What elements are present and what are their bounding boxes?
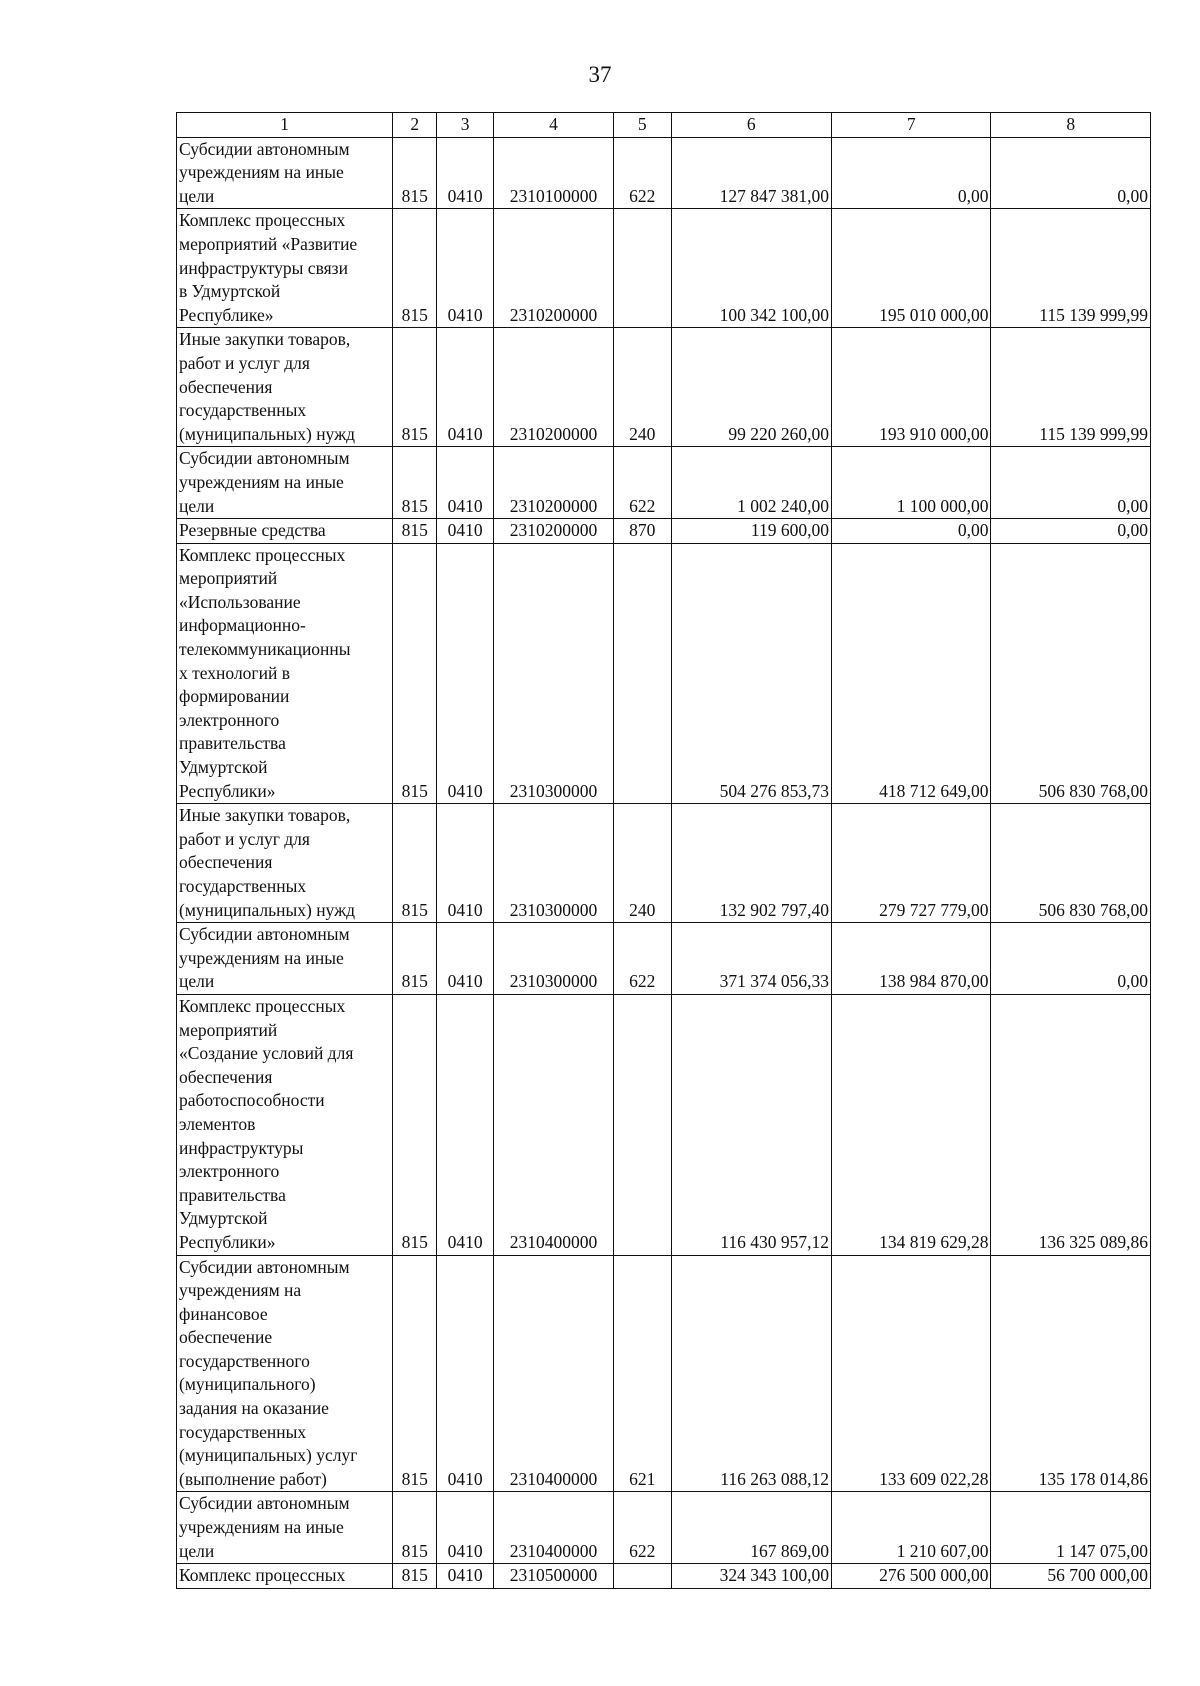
- ministry-code-cell: 815: [392, 1492, 436, 1564]
- table-row: [177, 447, 1151, 519]
- section-code-cell: 0410: [437, 137, 494, 209]
- amount-col6-cell: 100 342 100,00: [671, 209, 831, 328]
- section-code-cell: 0410: [437, 447, 494, 519]
- amount-col6-cell: 99 220 260,00: [671, 328, 831, 447]
- expense-type-cell: 622: [614, 923, 672, 995]
- amount-col7-cell: 195 010 000,00: [832, 209, 991, 328]
- amount-col6-cell: 371 374 056,33: [671, 923, 831, 995]
- target-article-cell: 2310500000: [493, 1564, 613, 1589]
- ministry-code-cell: 815: [392, 447, 436, 519]
- ministry-code-cell: 815: [392, 1255, 436, 1492]
- target-article-cell: 2310400000: [493, 1492, 613, 1564]
- amount-col7-cell: 1 210 607,00: [832, 1492, 991, 1564]
- ministry-code-cell: 815: [392, 543, 436, 804]
- expense-type-cell: [614, 543, 672, 804]
- ministry-code-cell: 815: [392, 519, 436, 544]
- section-code-cell: 0410: [437, 804, 494, 923]
- ministry-code-cell: 815: [392, 994, 436, 1255]
- section-code-cell: 0410: [437, 209, 494, 328]
- item-name-cell: Иные закупки товаров, работ и услуг для обеспечения государственных (муниципальных) нужд: [177, 804, 393, 923]
- target-article-cell: 2310200000: [493, 328, 613, 447]
- item-name-cell: Комплекс процессных: [177, 1564, 393, 1589]
- section-code-cell: 0410: [437, 328, 494, 447]
- page-number: 37: [588, 62, 612, 87]
- amount-col6-cell: 504 276 853,73: [671, 543, 831, 804]
- budget-table: [176, 112, 1151, 1589]
- amount-col8-cell: 115 139 999,99: [991, 209, 1151, 328]
- amount-col7-cell: 418 712 649,00: [832, 543, 991, 804]
- item-name-cell: Комплекс процессных мероприятий «Создание условий для обеспечения работоспособности элементов инфраструктуры электронного правительства Удмуртской Республики»: [177, 994, 393, 1255]
- column-header: 8: [991, 113, 1151, 138]
- item-name-cell: Комплекс процессных мероприятий «Использование информационно- телекоммуникационны х технологий в формировании электронного правительства Удмуртской Республики»: [177, 543, 393, 804]
- ministry-code-cell: 815: [392, 137, 436, 209]
- item-name-cell: Субсидии автономным учреждениям на иные цели: [177, 137, 393, 209]
- table-row: [177, 1255, 1151, 1492]
- target-article-cell: 2310100000: [493, 137, 613, 209]
- column-header: 2: [392, 113, 436, 138]
- column-header: 4: [493, 113, 613, 138]
- amount-col6-cell: 116 430 957,12: [671, 994, 831, 1255]
- amount-col7-cell: 0,00: [832, 519, 991, 544]
- table-row: [177, 137, 1151, 209]
- target-article-cell: 2310300000: [493, 923, 613, 995]
- amount-col8-cell: 136 325 089,86: [991, 994, 1151, 1255]
- item-name-cell: Субсидии автономным учреждениям на иные цели: [177, 923, 393, 995]
- table-row: [177, 994, 1151, 1255]
- section-code-cell: 0410: [437, 1564, 494, 1589]
- column-header: 7: [832, 113, 991, 138]
- amount-col6-cell: 119 600,00: [671, 519, 831, 544]
- table-row: [177, 923, 1151, 995]
- amount-col6-cell: 324 343 100,00: [671, 1564, 831, 1589]
- column-header: 3: [437, 113, 494, 138]
- amount-col6-cell: 167 869,00: [671, 1492, 831, 1564]
- table-row: [177, 1492, 1151, 1564]
- table-row: [177, 328, 1151, 447]
- amount-col6-cell: 132 902 797,40: [671, 804, 831, 923]
- table-row: [177, 519, 1151, 544]
- amount-col8-cell: 56 700 000,00: [991, 1564, 1151, 1589]
- amount-col8-cell: 0,00: [991, 923, 1151, 995]
- expense-type-cell: [614, 209, 672, 328]
- item-name-cell: Субсидии автономным учреждениям на иные цели: [177, 1492, 393, 1564]
- target-article-cell: 2310200000: [493, 519, 613, 544]
- amount-col7-cell: 133 609 022,28: [832, 1255, 991, 1492]
- table-row: [177, 1564, 1151, 1589]
- header-row: [177, 113, 1151, 138]
- ministry-code-cell: 815: [392, 923, 436, 995]
- amount-col6-cell: 116 263 088,12: [671, 1255, 831, 1492]
- expense-type-cell: 622: [614, 1492, 672, 1564]
- expense-type-cell: 870: [614, 519, 672, 544]
- amount-col8-cell: 115 139 999,99: [991, 328, 1151, 447]
- target-article-cell: 2310400000: [493, 994, 613, 1255]
- amount-col8-cell: 0,00: [991, 519, 1151, 544]
- target-article-cell: 2310400000: [493, 1255, 613, 1492]
- amount-col7-cell: 193 910 000,00: [832, 328, 991, 447]
- amount-col8-cell: 506 830 768,00: [991, 804, 1151, 923]
- amount-col7-cell: 1 100 000,00: [832, 447, 991, 519]
- ministry-code-cell: 815: [392, 328, 436, 447]
- expense-type-cell: 621: [614, 1255, 672, 1492]
- table-header: [177, 113, 1151, 138]
- expense-type-cell: 240: [614, 328, 672, 447]
- amount-col6-cell: 127 847 381,00: [671, 137, 831, 209]
- item-name-cell: Иные закупки товаров, работ и услуг для обеспечения государственных (муниципальных) нужд: [177, 328, 393, 447]
- amount-col8-cell: 135 178 014,86: [991, 1255, 1151, 1492]
- column-header: 6: [671, 113, 831, 138]
- amount-col8-cell: 1 147 075,00: [991, 1492, 1151, 1564]
- table-row: [177, 209, 1151, 328]
- amount-col7-cell: 279 727 779,00: [832, 804, 991, 923]
- target-article-cell: 2310200000: [493, 209, 613, 328]
- item-name-cell: Комплекс процессных мероприятий «Развитие инфраструктуры связи в Удмуртской Республике»: [177, 209, 393, 328]
- item-name-cell: Субсидии автономным учреждениям на финансовое обеспечение государственного (муниципального) задания на оказание государственных (муниципальных) услуг (выполнение работ): [177, 1255, 393, 1492]
- amount-col6-cell: 1 002 240,00: [671, 447, 831, 519]
- expense-type-cell: [614, 994, 672, 1255]
- target-article-cell: 2310200000: [493, 447, 613, 519]
- column-header: 1: [177, 113, 393, 138]
- expense-type-cell: 622: [614, 137, 672, 209]
- section-code-cell: 0410: [437, 543, 494, 804]
- target-article-cell: 2310300000: [493, 543, 613, 804]
- amount-col8-cell: 0,00: [991, 447, 1151, 519]
- item-name-cell: Резервные средства: [177, 519, 393, 544]
- amount-col8-cell: 0,00: [991, 137, 1151, 209]
- amount-col7-cell: 0,00: [832, 137, 991, 209]
- section-code-cell: 0410: [437, 994, 494, 1255]
- section-code-cell: 0410: [437, 519, 494, 544]
- section-code-cell: 0410: [437, 1492, 494, 1564]
- section-code-cell: 0410: [437, 923, 494, 995]
- ministry-code-cell: 815: [392, 209, 436, 328]
- expense-type-cell: 622: [614, 447, 672, 519]
- ministry-code-cell: 815: [392, 804, 436, 923]
- table-row: [177, 804, 1151, 923]
- ministry-code-cell: 815: [392, 1564, 436, 1589]
- section-code-cell: 0410: [437, 1255, 494, 1492]
- expense-type-cell: [614, 1564, 672, 1589]
- table-row: [177, 543, 1151, 804]
- item-name-cell: Субсидии автономным учреждениям на иные цели: [177, 447, 393, 519]
- column-header: 5: [614, 113, 672, 138]
- amount-col7-cell: 134 819 629,28: [832, 994, 991, 1255]
- target-article-cell: 2310300000: [493, 804, 613, 923]
- amount-col7-cell: 138 984 870,00: [832, 923, 991, 995]
- expense-type-cell: 240: [614, 804, 672, 923]
- amount-col8-cell: 506 830 768,00: [991, 543, 1151, 804]
- amount-col7-cell: 276 500 000,00: [832, 1564, 991, 1589]
